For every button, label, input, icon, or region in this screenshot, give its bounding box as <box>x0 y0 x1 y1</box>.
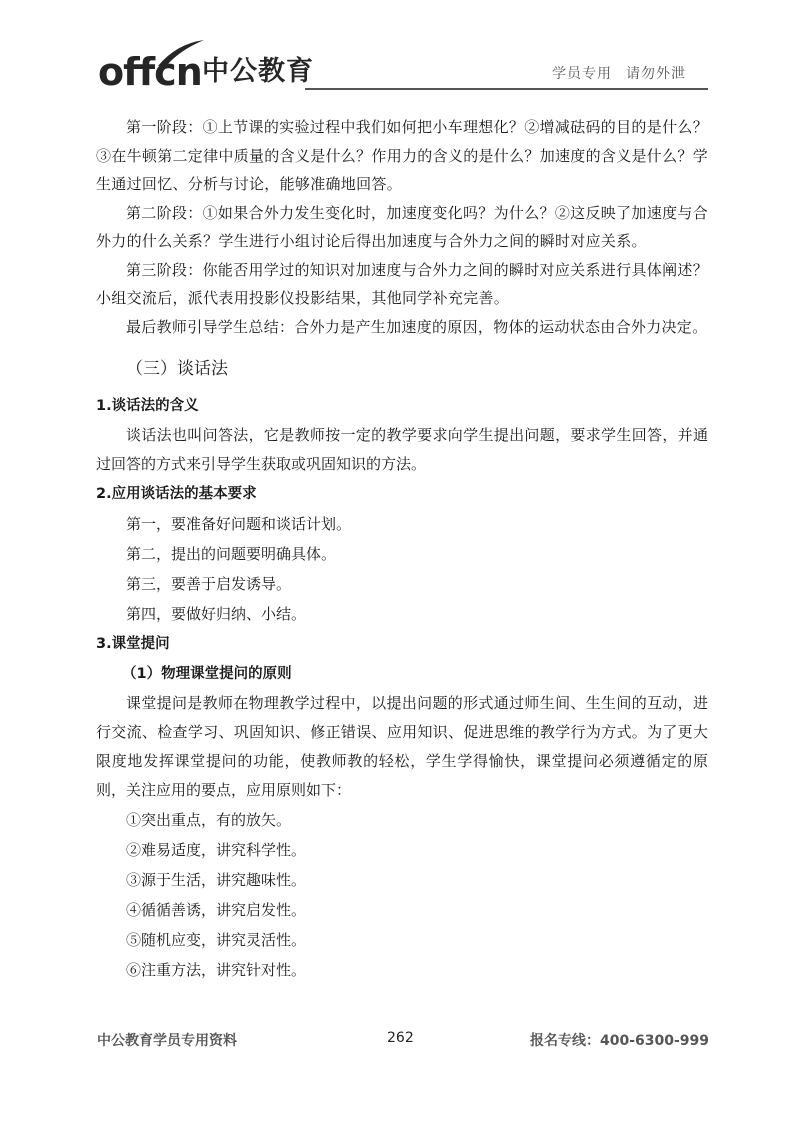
header-tag-do-not-leak: 请勿外泄 <box>626 66 686 82</box>
header-rule <box>305 88 708 90</box>
paragraph-summary: 最后教师引导学生总结：合外力是产生加速度的原因，物体的运动状态由合外力决定。 <box>126 317 708 336</box>
paragraph-questioning: 课堂提问是教师在物理教学过程中，以提出问题的形式通过师生间、生生间的互动，进行交流、检查学习、巩固知识、修正错误、应用知识、促进思维的教学行为方式。为了更大限度地发挥课堂提问的功能，使教师教的轻松，学生学得愉快，课堂提问必须遵循定的原则，关注应用的要点，应用原则如下： <box>96 694 708 799</box>
requirement-item: 第二，提出的问题要明确具体。 <box>126 545 337 563</box>
principle-item: ④循循善诱，讲究启发性。 <box>126 901 307 919</box>
section-title: （三）谈话法 <box>126 359 228 379</box>
heading-classroom-questioning: 3.课堂提问 <box>96 636 170 652</box>
principle-item: ②难易适度，讲究科学性。 <box>126 841 307 859</box>
principle-item: ⑤随机应变，讲究灵活性。 <box>126 931 307 949</box>
header-tags <box>552 63 686 83</box>
footer-hotline: 报名专线：400-6300-999 <box>530 1033 710 1049</box>
logo-swoosh-icon <box>156 38 206 68</box>
paragraph-stage-3: 第三阶段：你能否用学过的知识对加速度与合外力之间的瞬时对应关系进行具体阐述？小组交流后，派代表用投影仪投影结果，其他同学补充完善。 <box>96 260 708 307</box>
requirement-item: 第一，要准备好问题和谈话计划。 <box>126 515 352 533</box>
paragraph-meaning: 谈话法也叫问答法，它是教师按一定的教学要求向学生提出问题，要求学生回答，并通过回答的方式来引导学生获取或巩固知识的方法。 <box>96 426 708 473</box>
logo-wordmark: offcn <box>98 50 202 94</box>
logo-chinese-name: 中公教育 <box>202 56 314 87</box>
page-number: 262 <box>387 1030 414 1046</box>
heading-meaning: 1.谈话法的含义 <box>96 398 199 414</box>
principle-item: ③源于生活，讲究趣味性。 <box>126 871 307 889</box>
subheading-principles: （1）物理课堂提问的原则 <box>122 666 292 682</box>
paragraph-stage-1: 第一阶段：①上节课的实验过程中我们如何把小车理想化？②增减砝码的目的是什么？③在牛顿第二定律中质量的含义是什么？作用力的含义的是什么？加速度的含义是什么？学生通过回忆、分析与讨论，能够准确地回答。 <box>96 118 709 193</box>
requirement-item: 第三，要善于启发诱导。 <box>126 575 292 593</box>
requirement-item: 第四，要做好归纳、小结。 <box>126 605 307 623</box>
principle-item: ①突出重点，有的放矢。 <box>126 811 292 829</box>
header-tag-members-only: 学员专用 <box>552 66 612 82</box>
heading-requirements: 2.应用谈话法的基本要求 <box>96 486 257 502</box>
page-footer <box>0 1030 800 1060</box>
page-header <box>0 0 800 100</box>
page-body <box>96 113 708 985</box>
offcn-logo <box>98 50 318 94</box>
footer-material-label: 中公教育学员专用资料 <box>97 1033 237 1049</box>
paragraph-stage-2: 第二阶段：①如果合外力发生变化时，加速度变化吗？为什么？②这反映了加速度与合外力的什么关系？学生进行小组讨论后得出加速度与合外力之间的瞬时对应关系。 <box>96 203 708 250</box>
principle-item: ⑥注重方法，讲究针对性。 <box>126 961 307 979</box>
